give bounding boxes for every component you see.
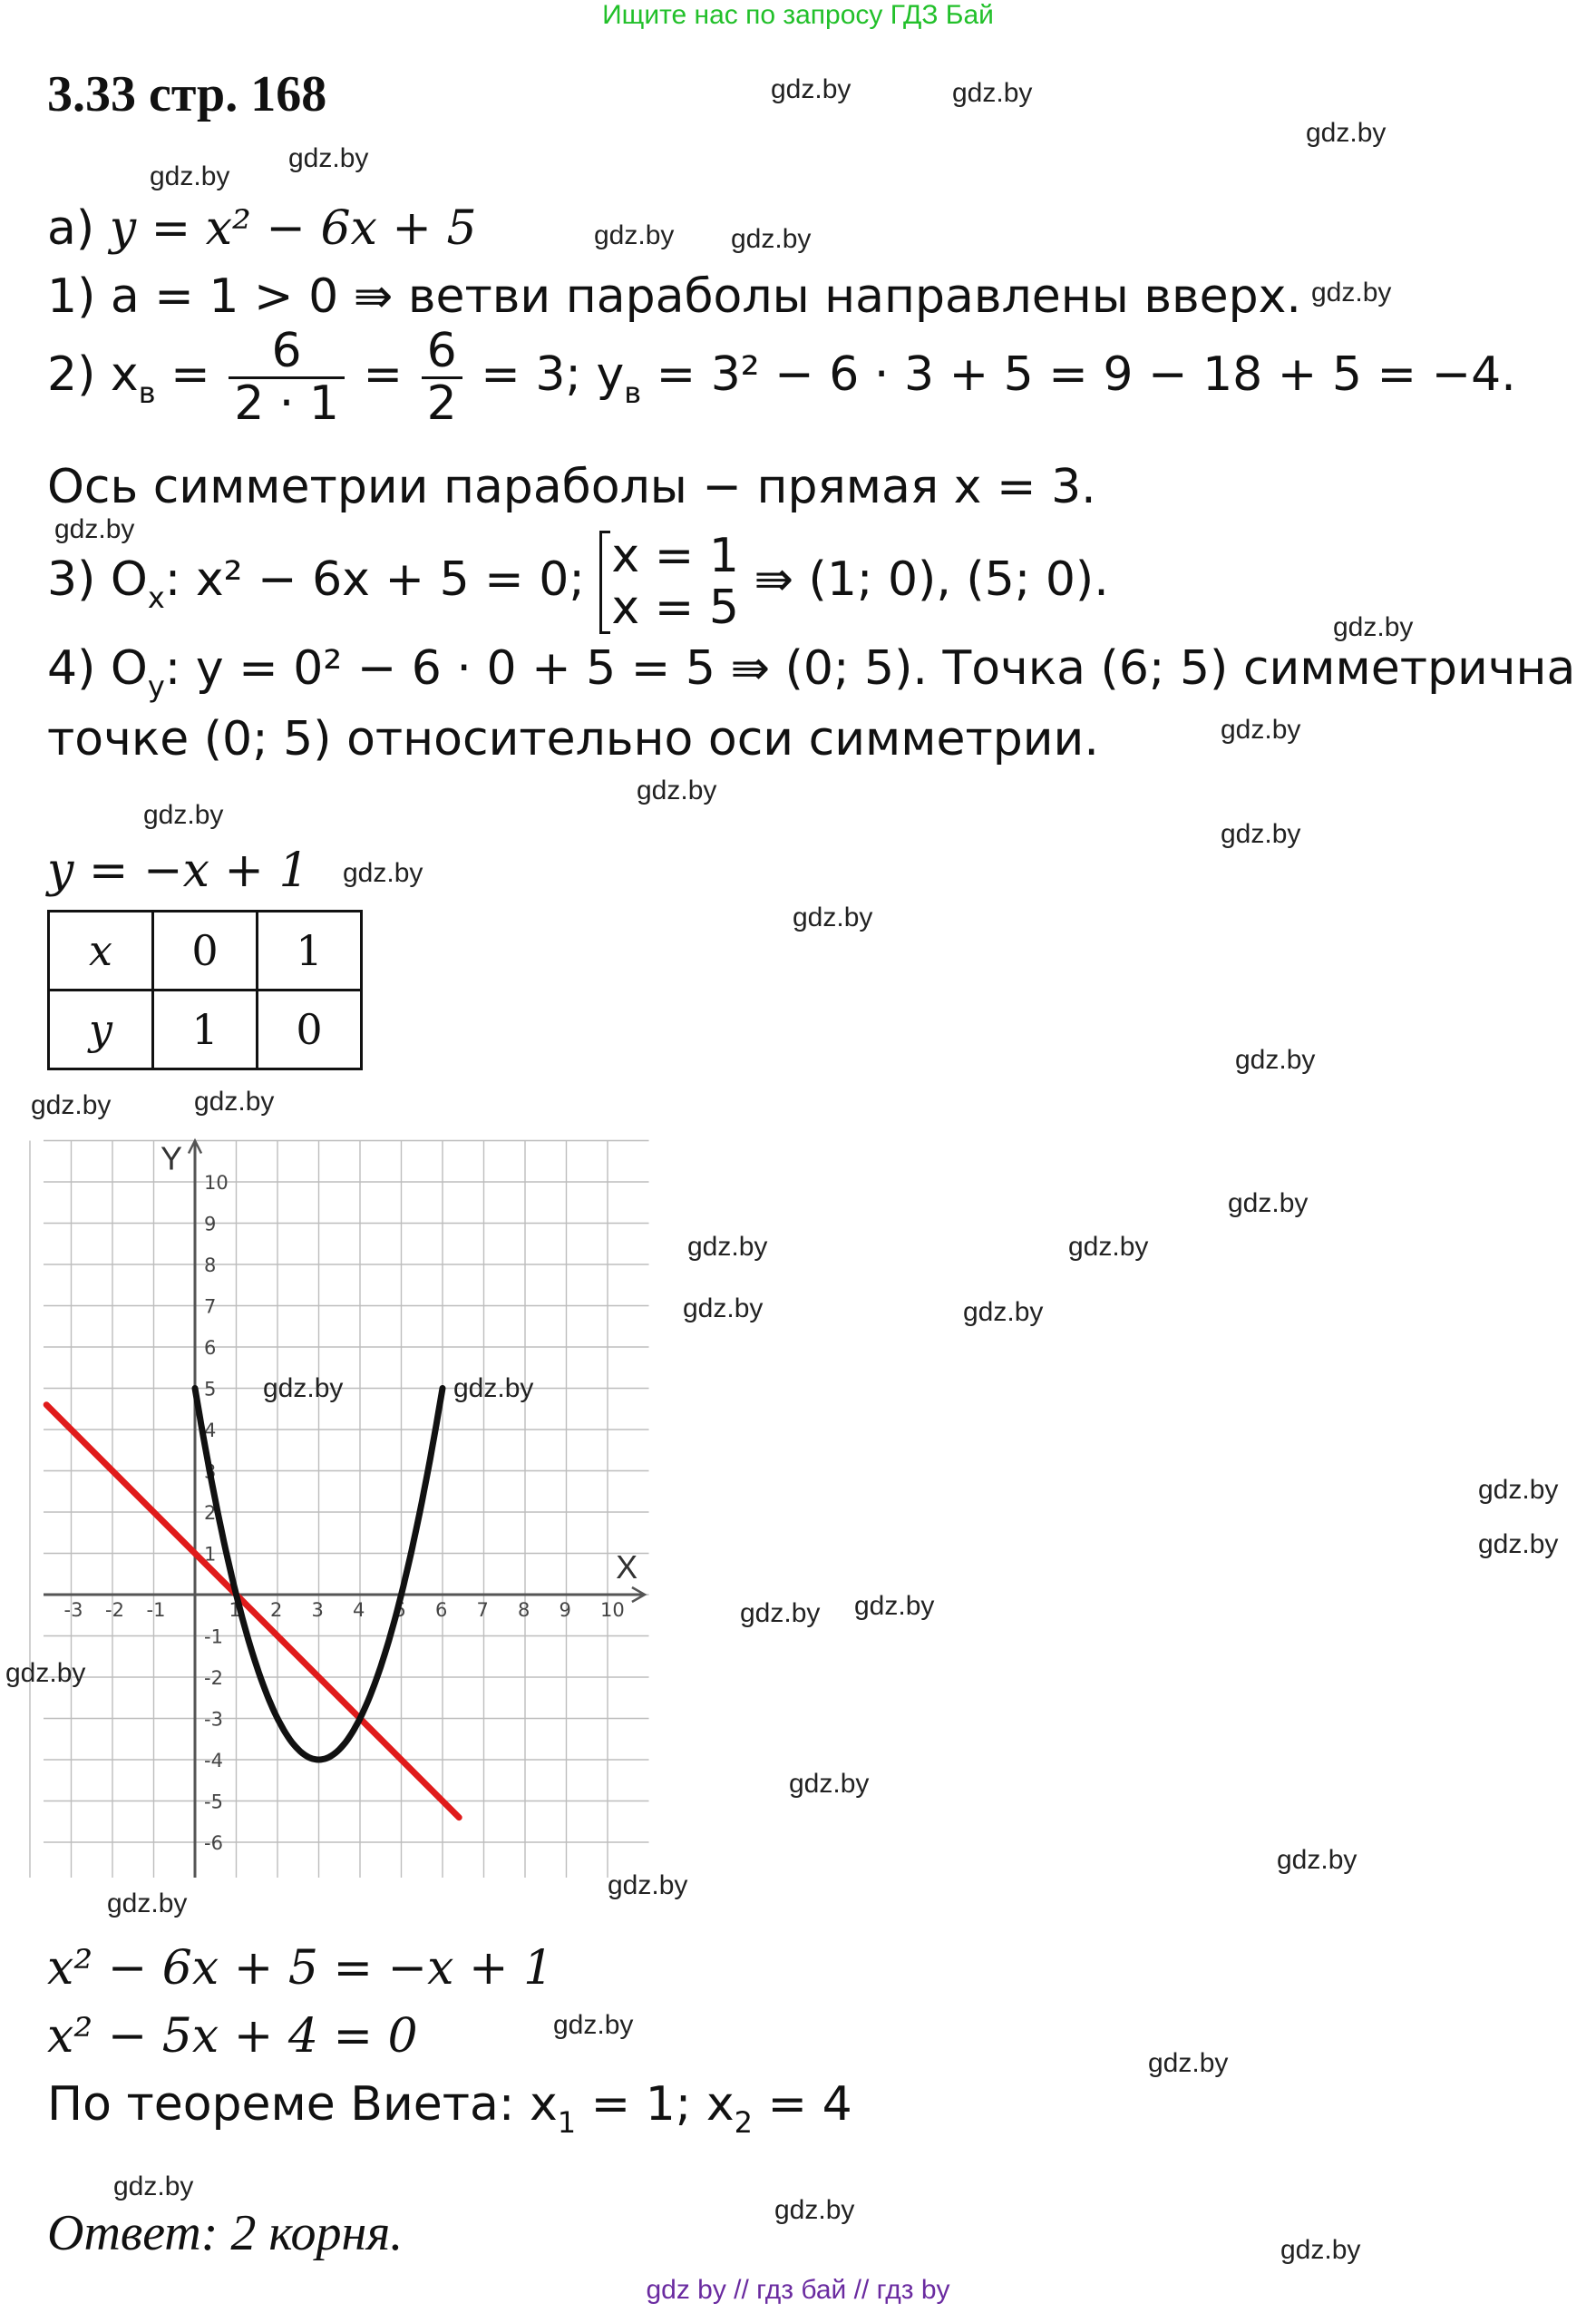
x-tick-label: 4 bbox=[353, 1599, 365, 1621]
watermark: gdz.by bbox=[1148, 2048, 1229, 2078]
watermark: gdz.by bbox=[31, 1090, 112, 1120]
y-tick-label: -2 bbox=[204, 1667, 223, 1689]
x-tick-label: 2 bbox=[270, 1599, 283, 1621]
watermark: gdz.by bbox=[1478, 1475, 1559, 1505]
watermark: gdz.by bbox=[1478, 1529, 1559, 1559]
fraction-2-den: 2 bbox=[426, 376, 457, 431]
equals-sign: = bbox=[347, 347, 418, 403]
x-tick-label: -2 bbox=[105, 1599, 124, 1621]
symmetry-axis: Ось симметрии параболы − прямая x = 3. bbox=[47, 460, 1096, 514]
function-a bbox=[47, 201, 477, 256]
x-tick-label: 10 bbox=[600, 1599, 625, 1621]
step-3-end: ⇛ (1; 0), (5; 0). bbox=[738, 552, 1109, 608]
y-axis-label: Y bbox=[161, 1139, 183, 1177]
table-header-y: y bbox=[49, 991, 153, 1069]
watermark: gdz.by bbox=[952, 78, 1033, 108]
line-equation bbox=[47, 844, 309, 898]
step-4-cont: точке (0; 5) относительно оси симметрии. bbox=[47, 712, 1099, 766]
fraction-2-num: 6 bbox=[422, 327, 462, 379]
table-row bbox=[49, 912, 362, 991]
y-tick-label: 7 bbox=[204, 1295, 217, 1318]
table-cell: 0 bbox=[153, 912, 258, 991]
fraction-1-num: 6 bbox=[229, 327, 345, 379]
watermark: gdz.by bbox=[774, 2195, 855, 2225]
step-2-end: = 3² − 6 · 3 + 5 = 9 − 18 + 5 = −4. bbox=[641, 347, 1516, 403]
step-2 bbox=[47, 324, 1516, 431]
x-tick-label: -3 bbox=[63, 1599, 83, 1621]
y-tick-label: 10 bbox=[204, 1172, 229, 1194]
step-2-start: 2) x bbox=[47, 347, 139, 403]
watermark: gdz.by bbox=[263, 1373, 344, 1403]
y-tick-label: 6 bbox=[204, 1337, 217, 1359]
value-table bbox=[47, 910, 363, 1070]
watermark: gdz.by bbox=[1280, 2235, 1361, 2265]
watermark: gdz.by bbox=[1311, 278, 1392, 307]
x-tick-label: 6 bbox=[435, 1599, 448, 1621]
x-tick-label: 8 bbox=[518, 1599, 530, 1621]
answer: Ответ: 2 корня. bbox=[47, 2205, 404, 2261]
y-tick-label: 3 bbox=[204, 1460, 217, 1483]
x-axis-label: X bbox=[616, 1548, 638, 1586]
watermark: gdz.by bbox=[553, 2010, 634, 2040]
watermark: gdz.by bbox=[608, 1870, 688, 1900]
fraction-2 bbox=[422, 324, 462, 431]
watermark: gdz.by bbox=[789, 1769, 870, 1799]
step-1: 1) a = 1 > 0 ⇛ ветви параболы направлены вверх. bbox=[47, 269, 1301, 324]
step-4-eq: : y = 0² − 6 · 0 + 5 = 5 ⇛ (0; 5). Точка (6; 5) симметрична bbox=[164, 641, 1576, 696]
ox-sub: x bbox=[147, 581, 165, 616]
watermark: gdz.by bbox=[1306, 118, 1387, 148]
y-tick-label: -1 bbox=[204, 1625, 223, 1648]
watermark: gdz.by bbox=[687, 1232, 768, 1262]
quadratic-equation-text: x² − 5x + 4 = 0 bbox=[47, 2009, 418, 2064]
step-3 bbox=[47, 531, 1109, 634]
watermark: gdz.by bbox=[1228, 1188, 1309, 1218]
page-title: 3.33 стр. 168 bbox=[47, 66, 327, 122]
watermark: gdz.by bbox=[731, 224, 812, 254]
function-equation: y = x² − 6x + 5 bbox=[109, 201, 477, 256]
watermark: gdz.by bbox=[194, 1087, 275, 1117]
x-tick-label: 3 bbox=[311, 1599, 324, 1621]
x-tick-label: 9 bbox=[559, 1599, 571, 1621]
watermark: gdz.by bbox=[150, 161, 230, 191]
function-graph bbox=[0, 1125, 671, 1878]
root-2: x = 5 bbox=[611, 581, 739, 636]
watermark: gdz.by bbox=[1221, 715, 1301, 745]
y-tick-label: 1 bbox=[204, 1543, 217, 1566]
step-3-eq: : x² − 6x + 5 = 0; bbox=[164, 552, 600, 608]
watermark: gdz.by bbox=[1333, 612, 1414, 642]
watermark: gdz.by bbox=[288, 143, 369, 173]
line-equation-text: y = −x + 1 bbox=[47, 844, 309, 898]
vieta-line bbox=[47, 2077, 852, 2140]
step-4 bbox=[47, 641, 1576, 704]
watermark: gdz.by bbox=[5, 1658, 86, 1688]
intersection-equation-text: x² − 6x + 5 = −x + 1 bbox=[47, 1941, 554, 1996]
watermark: gdz.by bbox=[740, 1598, 821, 1628]
vertex-sub: в bbox=[138, 376, 156, 411]
step-2-mid: = 3; y bbox=[465, 347, 625, 403]
roots-system bbox=[599, 531, 739, 634]
table-header-x: x bbox=[49, 912, 153, 991]
y-tick-label: 2 bbox=[204, 1502, 217, 1524]
y-tick-label: -3 bbox=[204, 1708, 223, 1731]
y-tick-label: 5 bbox=[204, 1378, 217, 1400]
watermark: gdz.by bbox=[107, 1888, 188, 1918]
x-tick-label: -1 bbox=[146, 1599, 166, 1621]
watermark: gdz.by bbox=[1235, 1045, 1316, 1075]
quadratic-equation bbox=[47, 2009, 418, 2064]
watermark: gdz.by bbox=[637, 776, 717, 805]
y-tick-label: -6 bbox=[204, 1832, 223, 1854]
table-cell: 1 bbox=[153, 991, 258, 1069]
x-tick-label: 1 bbox=[229, 1599, 241, 1621]
x-tick-label: 5 bbox=[394, 1599, 406, 1621]
oy-sub: y bbox=[147, 669, 165, 704]
vieta-mid: = 1; x bbox=[576, 2077, 735, 2132]
watermark: gdz.by bbox=[963, 1297, 1044, 1327]
watermark: gdz.by bbox=[113, 2171, 194, 2201]
watermark: gdz.by bbox=[594, 220, 675, 250]
watermark: gdz.by bbox=[343, 858, 423, 888]
root-1: x = 1 bbox=[611, 529, 739, 583]
y-tick-label: 9 bbox=[204, 1213, 217, 1235]
watermark: gdz.by bbox=[1221, 819, 1301, 849]
watermark: gdz.by bbox=[771, 74, 852, 104]
part-label: а) bbox=[47, 201, 110, 256]
fraction-1-den: 2 · 1 bbox=[234, 376, 339, 431]
vieta-start: По теореме Виета: x bbox=[47, 2077, 558, 2132]
watermark: gdz.by bbox=[453, 1373, 534, 1403]
y-tick-label: -5 bbox=[204, 1791, 223, 1813]
step-2-eq: = bbox=[155, 347, 226, 403]
y-tick-label: 4 bbox=[204, 1420, 217, 1441]
watermark: gdz.by bbox=[683, 1293, 764, 1323]
intersection-equation bbox=[47, 1941, 553, 1996]
x1-sub: 1 bbox=[557, 2105, 577, 2140]
step-4-start: 4) O bbox=[47, 641, 148, 696]
x-tick-label: 7 bbox=[476, 1599, 489, 1621]
watermark: gdz.by bbox=[793, 903, 873, 932]
watermark: gdz.by bbox=[143, 800, 224, 830]
table-cell: 0 bbox=[258, 991, 362, 1069]
step-3-start: 3) O bbox=[47, 552, 148, 608]
watermark: gdz.by bbox=[1068, 1232, 1149, 1262]
footer-links: gdz by // гдз бай // гдз by bbox=[646, 2275, 950, 2305]
watermark: gdz.by bbox=[854, 1591, 935, 1621]
y-tick-label: -4 bbox=[204, 1750, 223, 1771]
y-tick-label: 8 bbox=[204, 1254, 217, 1276]
table-row bbox=[49, 991, 362, 1069]
x2-sub: 2 bbox=[734, 2105, 753, 2140]
table-cell: 1 bbox=[258, 912, 362, 991]
watermark: gdz.by bbox=[54, 514, 135, 544]
site-banner: Ищите нас по запросу ГДЗ Бай bbox=[602, 0, 994, 30]
watermark: gdz.by bbox=[1277, 1845, 1358, 1875]
fraction-1 bbox=[229, 324, 345, 431]
vieta-end: = 4 bbox=[753, 2077, 852, 2132]
vertex-sub-2: в bbox=[624, 376, 642, 411]
